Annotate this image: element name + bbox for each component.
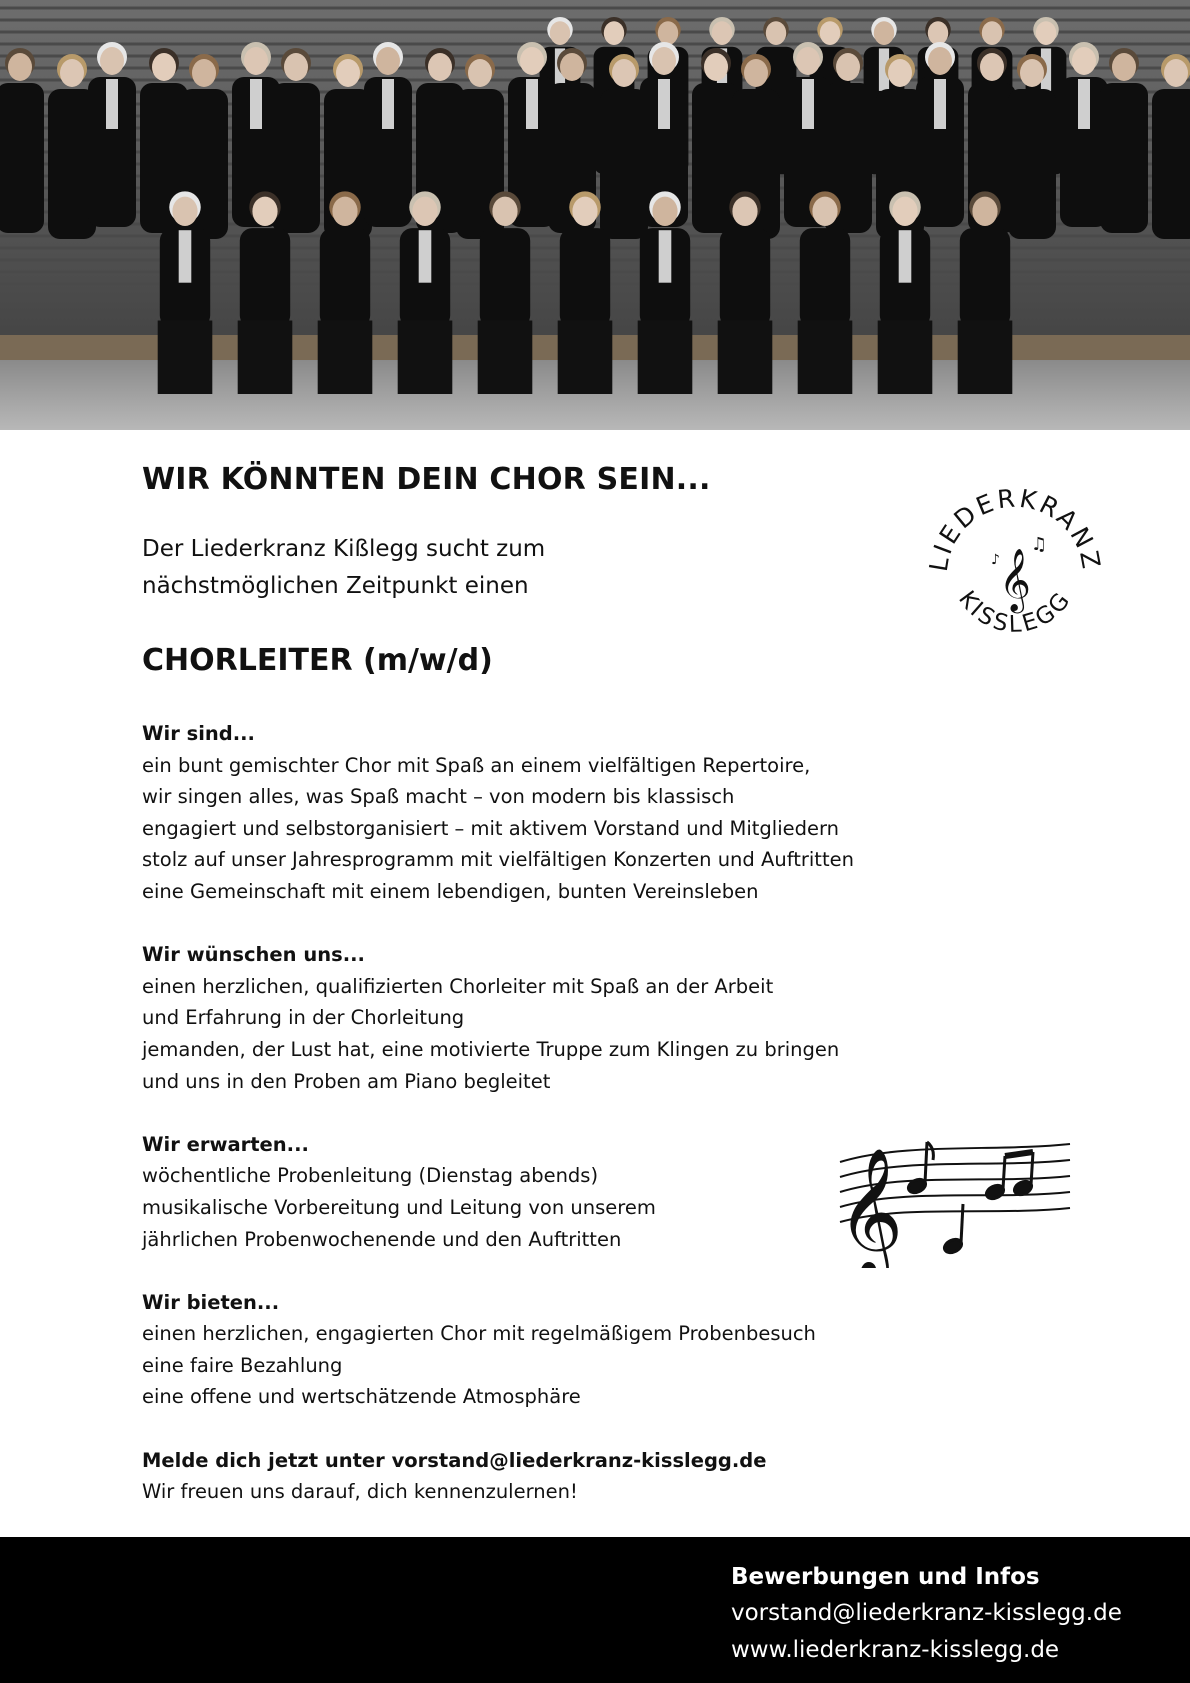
section-line: wöchentliche Probenleitung (Dienstag abends) xyxy=(142,1164,599,1188)
section-wir-erwarten xyxy=(142,1129,902,1255)
intro-text xyxy=(142,531,602,605)
main-content xyxy=(142,462,902,1539)
footer-email-link[interactable]: vorstand@liederkranz-kisslegg.de xyxy=(731,1600,1122,1626)
section-line: und Erfahrung in der Chorleitung xyxy=(142,1006,465,1030)
section-line: einen herzlichen, qualifizierten Chorleiter mit Spaß an der Arbeit xyxy=(142,974,774,998)
section-line: wir singen alles, was Spaß macht – von modern bis klassisch xyxy=(142,785,735,809)
intro-line: Der Liederkranz Kißlegg sucht zum xyxy=(142,536,546,562)
section-line: ein bunt gemischter Chor mit Spaß an einem vielfältigen Repertoire, xyxy=(142,753,811,777)
position-title: CHORLEITER (m/w/d) xyxy=(142,643,493,678)
headline: WIR KÖNNTEN DEIN CHOR SEIN... xyxy=(142,462,711,497)
footer xyxy=(0,1537,1190,1683)
section-line: musikalische Vorbereitung und Leitung von unserem xyxy=(142,1195,656,1219)
section-title: Wir bieten... xyxy=(142,1290,280,1314)
svg-text:♫: ♫ xyxy=(1031,534,1048,555)
choir-group-photo xyxy=(0,0,1190,430)
section-title: Wir erwarten... xyxy=(142,1132,309,1156)
section-line: stolz auf unser Jahresprogramm mit vielfältigen Konzerten und Auftritten xyxy=(142,848,854,872)
logo-bottom-text: KISSLEGG xyxy=(953,586,1077,638)
section-title: Wir sind... xyxy=(142,722,255,745)
liederkranz-logo xyxy=(925,480,1105,660)
section-line: engagiert und selbstorganisiert – mit aktivem Vorstand und Mitgliedern xyxy=(142,816,840,840)
section-line: und uns in den Proben am Piano begleitet xyxy=(142,1069,551,1093)
section-line: eine faire Bezahlung xyxy=(142,1353,343,1377)
footer-info xyxy=(731,1559,1122,1669)
section-wir-wuenschen xyxy=(142,939,902,1097)
footer-title: Bewerbungen und Infos xyxy=(731,1564,1040,1590)
svg-text:𝄞: 𝄞 xyxy=(837,1147,904,1268)
contact-closing: Wir freuen uns darauf, dich kennenzulernen! xyxy=(142,1480,578,1504)
music-notes-icon xyxy=(835,1132,1075,1268)
section-wir-sind xyxy=(142,718,902,908)
sections xyxy=(142,718,902,1508)
footer-website-link[interactable]: www.liederkranz-kisslegg.de xyxy=(731,1637,1060,1663)
intro-line: nächstmöglichen Zeitpunkt einen xyxy=(142,573,529,599)
svg-text:♪: ♪ xyxy=(991,552,1000,568)
contact-section xyxy=(142,1445,902,1508)
section-line: eine Gemeinschaft mit einem lebendigen, bunten Vereinsleben xyxy=(142,879,759,903)
section-line: einen herzlichen, engagierten Chor mit regelmäßigem Probenbesuch xyxy=(142,1322,816,1346)
svg-text:𝄞: 𝄞 xyxy=(999,548,1031,611)
section-line: jemanden, der Lust hat, eine motivierte Truppe zum Klingen zu bringen xyxy=(142,1037,840,1061)
treble-clef-icon xyxy=(991,534,1047,614)
logo-top-text: LIEDERKRANZ xyxy=(925,483,1105,574)
contact-cta: Melde dich jetzt unter vorstand@liederkranz-kisslegg.de xyxy=(142,1448,767,1472)
section-line: jährlichen Probenwochenende und den Auftritten xyxy=(142,1227,622,1251)
section-wir-bieten xyxy=(142,1287,902,1413)
section-line: eine offene und wertschätzende Atmosphäre xyxy=(142,1385,581,1409)
section-title: Wir wünschen uns... xyxy=(142,943,365,967)
